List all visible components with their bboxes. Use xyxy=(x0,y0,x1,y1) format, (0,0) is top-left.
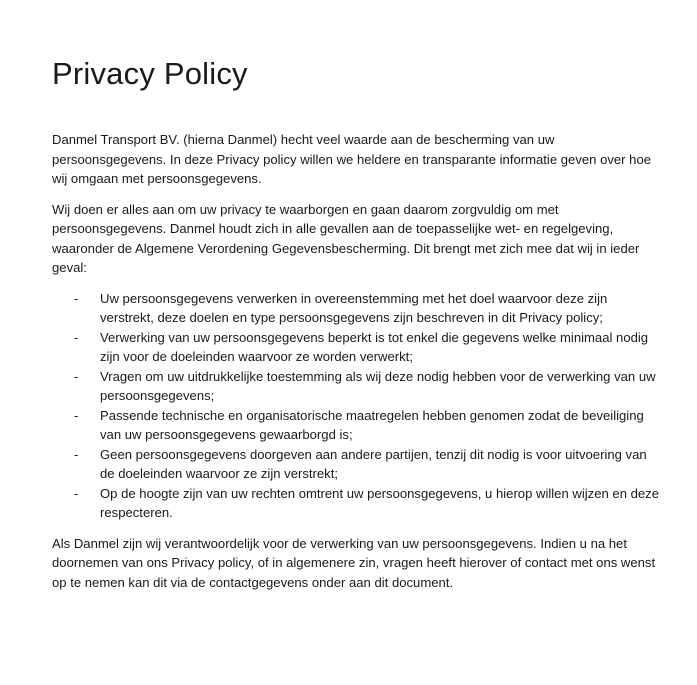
list-item xyxy=(52,445,662,484)
bullet-dash: - xyxy=(74,368,79,384)
list-item-text: Geen persoonsgegevens doorgeven aan andere partijen, tenzij dit nodig is voor uitvoering van de doeleinden waarvoor ze zijn verstrekt; xyxy=(100,446,647,481)
bullet-dash: - xyxy=(74,290,79,306)
bullet-dash: - xyxy=(74,446,79,462)
bullet-dash: - xyxy=(74,407,79,423)
list-item xyxy=(52,328,662,367)
list-item-text: Uw persoonsgegevens verwerken in overeenstemming met het doel waarvoor deze zijn verstrekt, deze doelen en type persoonsgegevens zijn beschreven in dit Privacy policy; xyxy=(100,290,608,325)
page-title: Privacy Policy xyxy=(52,56,248,91)
document-page xyxy=(52,52,662,603)
commitment-list xyxy=(52,289,662,523)
list-item-text: Op de hoogte zijn van uw rechten omtrent uw persoonsgegevens, u hierop willen wijzen en deze respecteren. xyxy=(100,485,660,520)
intro-paragraph: Danmel Transport BV. (hierna Danmel) hecht veel waarde aan de bescherming van uw persoonsgegevens. In deze Privacy policy willen we heldere en transparante informatie geven over hoe wij omgaan met persoonsgegevens. xyxy=(52,132,652,186)
list-item-text: Vragen om uw uitdrukkelijke toestemming als wij deze nodig hebben voor de verwerking van uw persoonsgegevens; xyxy=(100,368,656,403)
bullet-dash: - xyxy=(74,485,79,501)
list-item-text: Verwerking van uw persoonsgegevens beperkt is tot enkel die gegevens welke minimaal nodig zijn voor de doeleinden waarvoor ze worden verwerkt; xyxy=(100,329,649,364)
responsibility-paragraph: Als Danmel zijn wij verantwoordelijk voor de verwerking van uw persoonsgegevens. Indien u na het doornemen van ons Privacy policy, of in algemenere zin, vragen heeft hierover of contact met ons wenst op te nemen kan dit via de contactgegevens onder aan dit document. xyxy=(52,535,656,590)
list-item xyxy=(52,289,662,328)
commitment-paragraph: Wij doen er alles aan om uw privacy te waarborgen en gaan daarom zorgvuldig om met persoonsgegevens. Danmel houdt zich in alle gevallen aan de toepasselijke wet- en regelgeving, waaronder de Algemene Verordening Gegevensbescherming. Dit brengt met zich mee dat wij in ieder geval: xyxy=(52,201,640,275)
list-item xyxy=(52,484,662,523)
bullet-dash: - xyxy=(74,329,79,345)
list-item-text: Passende technische en organisatorische maatregelen hebben genomen zodat de beveiliging van uw persoonsgegevens gewaarborgd is; xyxy=(100,407,644,442)
list-item xyxy=(52,367,662,406)
list-item xyxy=(52,406,662,445)
